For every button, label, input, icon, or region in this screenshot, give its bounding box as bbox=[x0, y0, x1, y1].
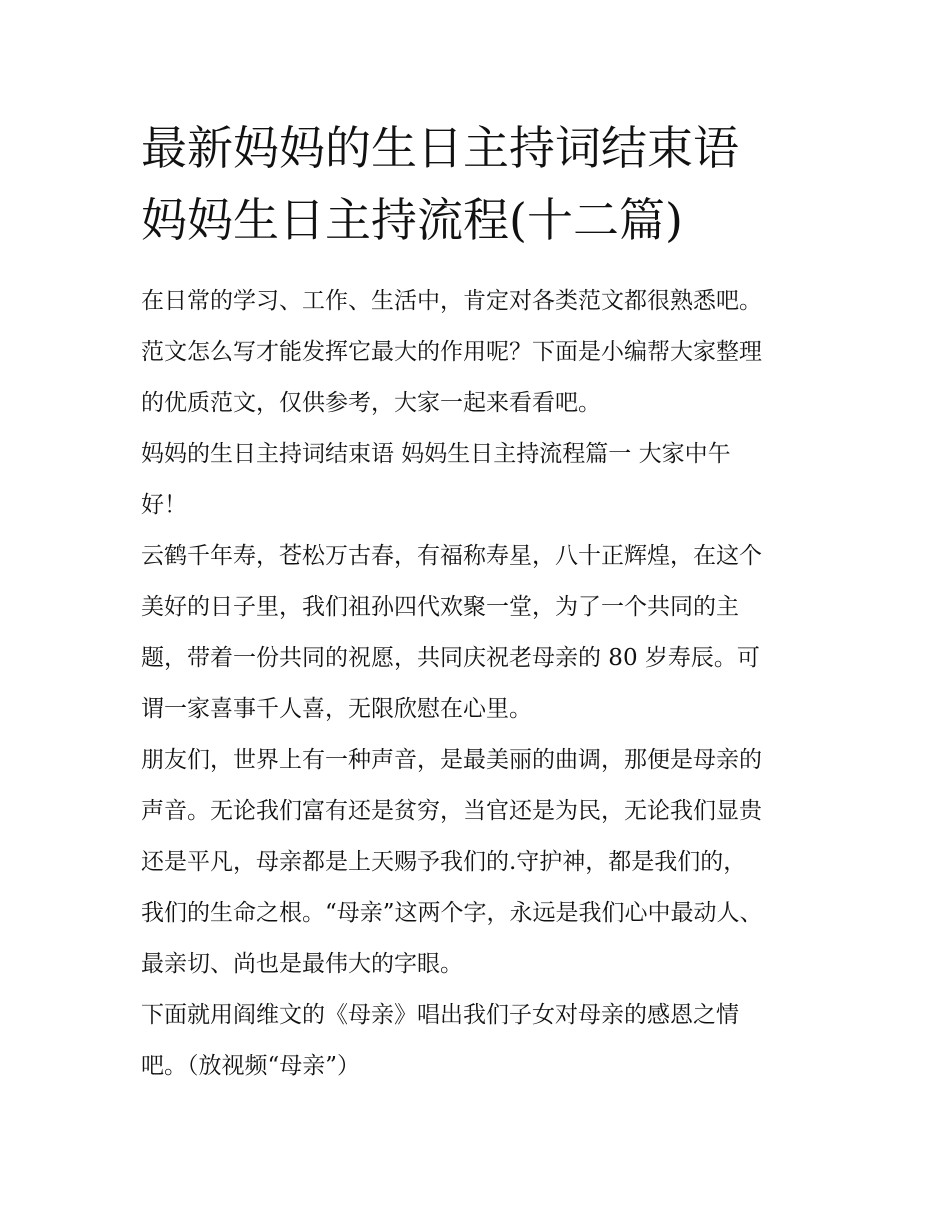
text-line: 最亲切、尚也是最伟大的字眼。 bbox=[141, 951, 463, 977]
text-line: 下面就用阎维文的《母亲》唱出我们子女对母亲的感恩之情 bbox=[141, 1002, 739, 1028]
text-line: 声音。无论我们富有还是贫穷，当官还是为民，无论我们显贵 bbox=[141, 798, 762, 824]
text-line: 妈妈的生日主持词结束语 妈妈生日主持流程篇一 大家中午 bbox=[141, 441, 731, 467]
title-line: 妈妈生日主持流程(十二篇) bbox=[141, 193, 683, 247]
text-line: 的优质范文，仅供参考，大家一起来看看吧。 bbox=[141, 390, 601, 416]
text-line: 朋友们，世界上有一种声音，是最美丽的曲调，那便是母亲的 bbox=[141, 747, 762, 773]
title-line: 最新妈妈的生日主持词结束语 bbox=[141, 121, 739, 175]
text-line: 美好的日子里，我们祖孙四代欢聚一堂，为了一个共同的主 bbox=[141, 594, 739, 620]
document-title bbox=[141, 112, 841, 256]
text-line: 在日常的学习、工作、生活中，肯定对各类范文都很熟悉吧。 bbox=[141, 288, 762, 314]
text-line: 谓一家喜事千人喜，无限欣慰在心里。 bbox=[141, 696, 532, 722]
text-line: 好！ bbox=[141, 492, 187, 518]
text-line: 吧。（放视频“母亲”） bbox=[141, 1053, 361, 1079]
text-line: 还是平凡，母亲都是上天赐予我们的.守护神，都是我们的， bbox=[141, 849, 747, 875]
document-body bbox=[141, 276, 831, 1092]
text-line: 题，带着一份共同的祝愿，共同庆祝老母亲的 80 岁寿辰。可 bbox=[141, 645, 760, 671]
text-line: 范文怎么写才能发挥它最大的作用呢？下面是小编帮大家整理 bbox=[141, 339, 762, 365]
text-line: 我们的生命之根。“母亲”这两个字，永远是我们心中最动人、 bbox=[141, 900, 763, 926]
text-line: 云鹤千年寿，苍松万古春，有福称寿星，八十正辉煌，在这个 bbox=[141, 543, 762, 569]
